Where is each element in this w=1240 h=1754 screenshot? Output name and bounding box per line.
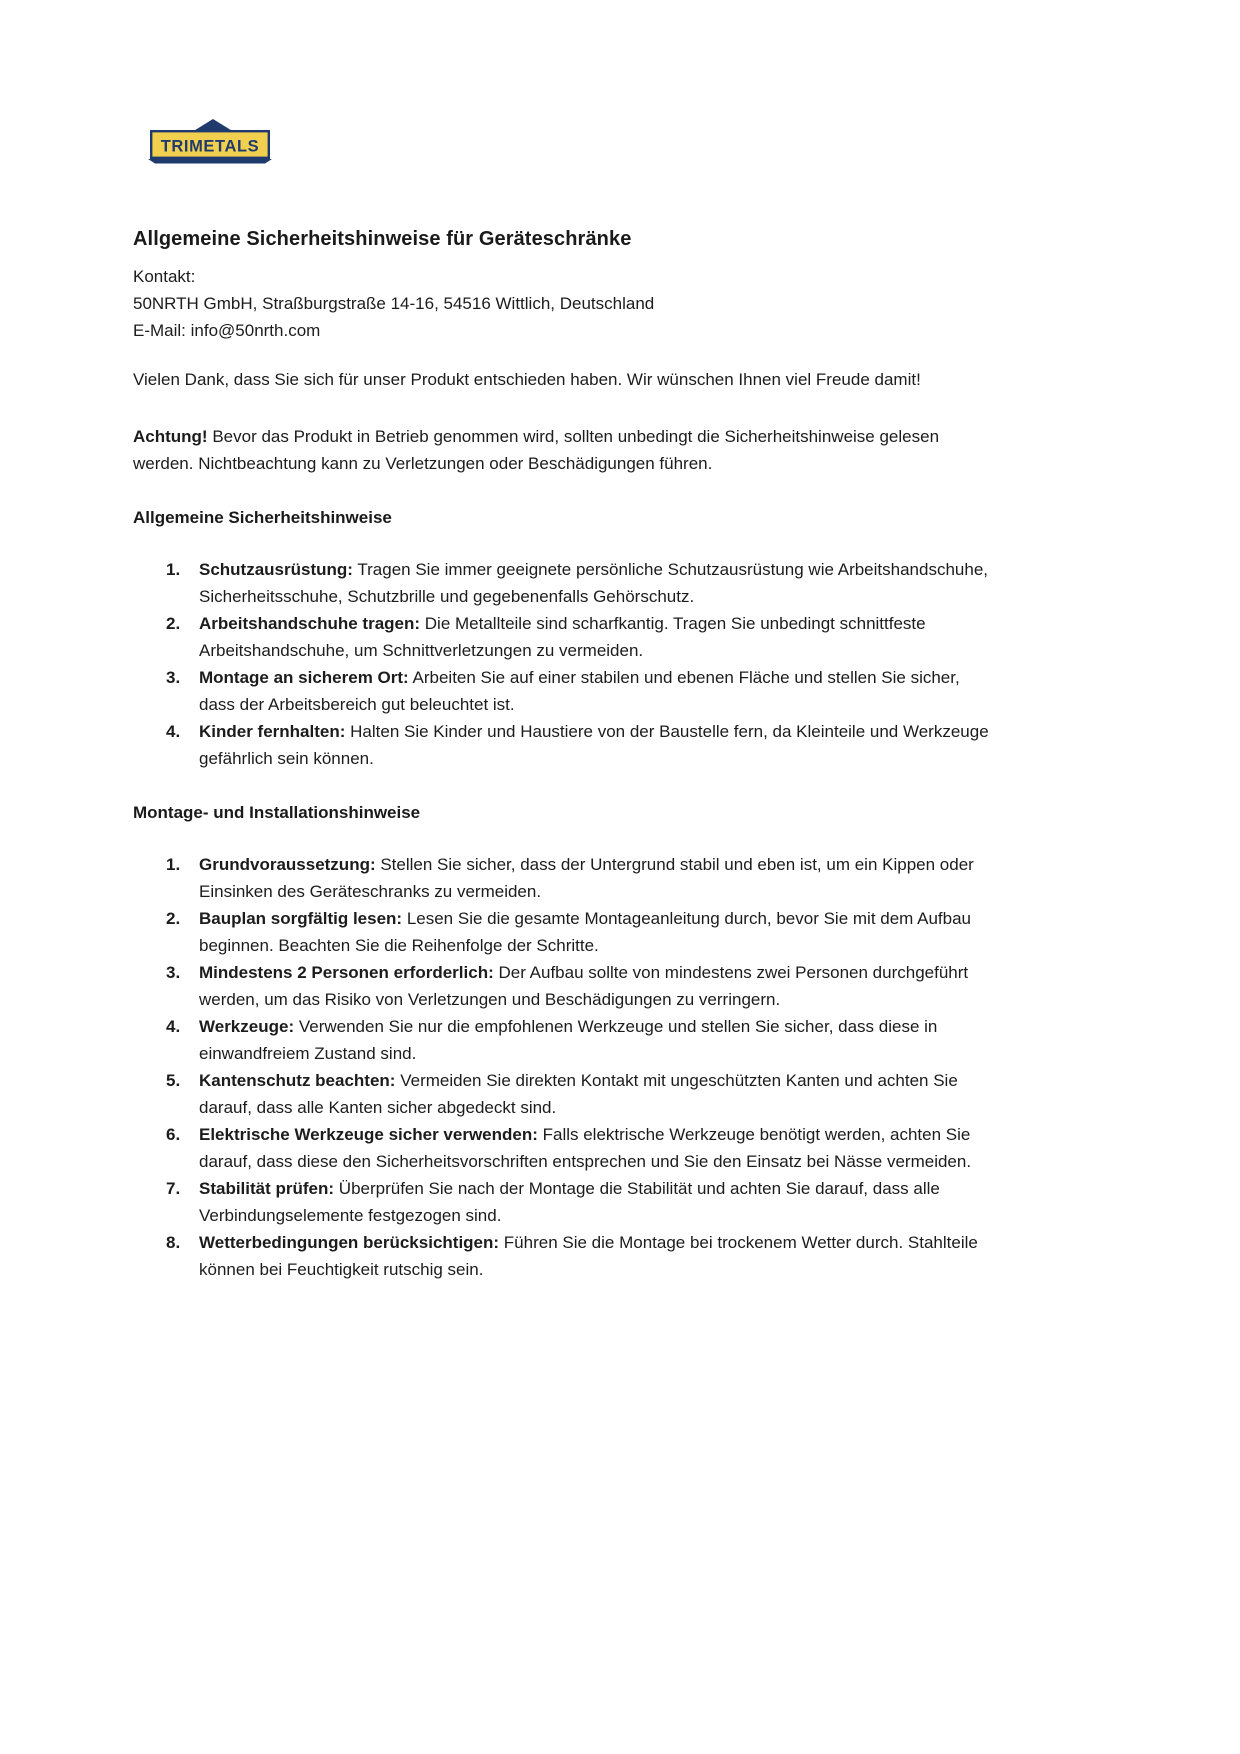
trimetals-logo-graphic — [148, 118, 272, 164]
list-item-text: Halten Sie Kinder und Haustiere von der Baustelle fern, da Kleinteile und Werkzeuge gefährlich sein können. — [199, 722, 989, 768]
list-item-text: Stellen Sie sicher, dass der Untergrund stabil und eben ist, um ein Kippen oder Einsinken des Geräteschranks zu vermeiden. — [199, 855, 974, 901]
list-item-text: Tragen Sie immer geeignete persönliche Schutzausrüstung wie Arbeitshandschuhe, Sicherheitsschuhe, Schutzbrille und gegebenenfalls Gehörschutz. — [199, 560, 988, 606]
list-item-text: Der Aufbau sollte von mindestens zwei Personen durchgeführt werden, um das Risiko von Verletzungen und Beschädigungen zu verringern. — [199, 963, 969, 1009]
contact-label: Kontakt: — [133, 267, 196, 286]
list-item-label: Wetterbedingungen berücksichtigen: — [199, 1233, 500, 1252]
list-item-label: Kantenschutz beachten: — [199, 1071, 396, 1090]
page-title: Allgemeine Sicherheitshinweise für Geräteschränke — [133, 228, 632, 250]
list-item-label: Elektrische Werkzeuge sicher verwenden: — [199, 1125, 538, 1144]
list-item-label: Stabilität prüfen: — [199, 1179, 335, 1198]
contact-block — [133, 263, 1110, 344]
list-item — [166, 718, 991, 772]
list-item-label: Arbeitshandschuhe tragen: — [199, 614, 421, 633]
warning-label: Achtung! — [133, 427, 208, 446]
list-item — [166, 959, 991, 1013]
numbered-list — [133, 851, 1110, 1283]
list-item — [166, 1067, 991, 1121]
list-item-label: Werkzeuge: — [199, 1017, 295, 1036]
section-heading: Montage- und Installationshinweise — [133, 803, 421, 822]
list-item — [166, 905, 991, 959]
contact-email: E-Mail: info@50nrth.com — [133, 321, 321, 340]
list-item-label: Schutzausrüstung: — [199, 560, 353, 579]
list-item — [166, 1121, 991, 1175]
list-item-text: Lesen Sie die gesamte Montageanleitung durch, bevor Sie mit dem Aufbau beginnen. Beachten Sie die Reihenfolge der Schritte. — [199, 909, 972, 955]
list-item-label: Grundvoraussetzung: — [199, 855, 376, 874]
warning-text: Bevor das Produkt in Betrieb genommen wird, sollten unbedingt die Sicherheitshinweise gelesen werden. Nichtbeachtung kann zu Verletzungen oder Beschädigungen führen. — [133, 427, 940, 473]
list-item-text: Falls elektrische Werkzeuge benötigt werden, achten Sie darauf, dass diese den Sicherheitsvorschriften entsprechen und Sie den Einsatz bei Nässe vermeiden. — [199, 1125, 972, 1171]
list-item — [166, 1175, 991, 1229]
list-item-text: Verwenden Sie nur die empfohlenen Werkzeuge und stellen Sie sicher, dass diese in einwandfreiem Zustand sind. — [199, 1017, 938, 1063]
list-item-text: Vermeiden Sie direkten Kontakt mit ungeschützten Kanten und achten Sie darauf, dass alle Kanten sicher abgedeckt sind. — [199, 1071, 958, 1117]
list-item — [166, 664, 991, 718]
list-item-label: Bauplan sorgfältig lesen: — [199, 909, 403, 928]
list-item — [166, 1229, 991, 1283]
intro-paragraph: Vielen Dank, dass Sie sich für unser Produkt entschieden haben. Wir wünschen Ihnen viel Freude damit! — [133, 370, 921, 389]
list-item-label: Montage an sicherem Ort: — [199, 668, 409, 687]
section-heading: Allgemeine Sicherheitshinweise — [133, 508, 392, 527]
list-item — [166, 1013, 991, 1067]
list-item — [166, 610, 991, 664]
list-item-text: Überprüfen Sie nach der Montage die Stabilität und achten Sie darauf, dass alle Verbindungselemente festgezogen sind. — [199, 1179, 940, 1225]
list-item-text: Arbeiten Sie auf einer stabilen und ebenen Fläche und stellen Sie sicher, dass der Arbeitsbereich gut beleuchtet ist. — [199, 668, 960, 714]
list-item — [166, 556, 991, 610]
trimetals-logo — [148, 118, 272, 164]
logo-base-shape — [148, 159, 272, 164]
list-item-label: Mindestens 2 Personen erforderlich: — [199, 963, 494, 982]
warning-paragraph — [133, 423, 978, 477]
list-item-text: Führen Sie die Montage bei trockenem Wetter durch. Stahlteile können bei Feuchtigkeit rutschig sein. — [199, 1233, 978, 1279]
list-item-label: Kinder fernhalten: — [199, 722, 346, 741]
list-item-text: Die Metallteile sind scharfkantig. Tragen Sie unbedingt schnittfeste Arbeitshandschuhe, um Schnittverletzungen zu vermeiden. — [199, 614, 926, 660]
logo-text: TRIMETALS — [160, 137, 260, 156]
numbered-list — [133, 556, 1110, 772]
list-item — [166, 851, 991, 905]
contact-address: 50NRTH GmbH, Straßburgstraße 14-16, 54516 Wittlich, Deutschland — [133, 294, 655, 313]
sections-container — [133, 504, 1110, 1283]
